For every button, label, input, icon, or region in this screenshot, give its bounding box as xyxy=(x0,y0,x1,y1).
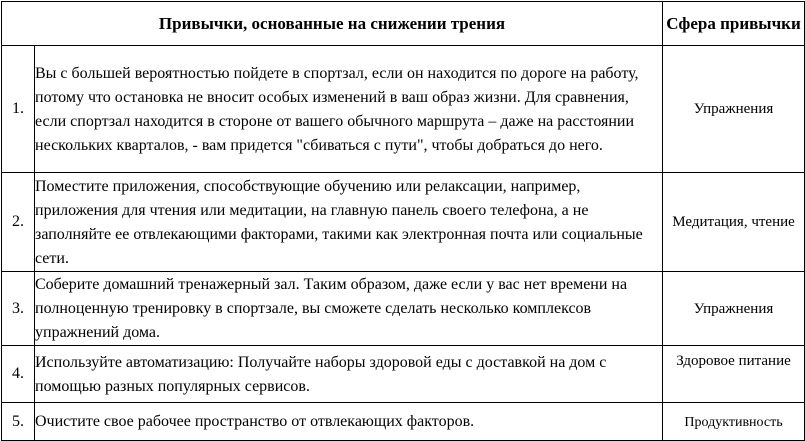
row-number: 4. xyxy=(2,346,35,403)
header-habits-title: Привычки, основанные на снижении трения xyxy=(2,2,663,46)
habits-table xyxy=(1,1,805,441)
row-number: 1. xyxy=(2,46,35,173)
header-sphere-title: Сфера привычки xyxy=(663,2,805,46)
table-row xyxy=(2,272,805,346)
header-row xyxy=(2,2,805,46)
habit-sphere: Медитация, чтение xyxy=(663,173,805,272)
table-row xyxy=(2,346,805,403)
row-number: 2. xyxy=(2,173,35,272)
habit-sphere: Упражнения xyxy=(663,272,805,346)
habit-description: Поместите приложения, способствующие обучению или релаксации, например, приложения для чтения или медитации, на главную панель своего телефона, а не заполняйте ее отвлекающими факторами, такими как электронная почта или социальные сети. xyxy=(35,173,663,272)
table-row xyxy=(2,403,805,441)
table-row xyxy=(2,46,805,173)
table-row xyxy=(2,173,805,272)
habit-sphere: Упражнения xyxy=(663,46,805,173)
row-number: 3. xyxy=(2,272,35,346)
habit-description: Используйте автоматизацию: Получайте наборы здоровой еды с доставкой на дом с помощью разных популярных сервисов. xyxy=(35,346,663,403)
habit-description: Очистите свое рабочее пространство от отвлекающих факторов. xyxy=(35,403,663,441)
habit-sphere: Продуктивность xyxy=(663,403,805,441)
habit-description: Соберите домашний тренажерный зал. Таким образом, даже если у вас нет времени на полноценную тренировку в спортзале, вы сможете сделать несколько комплексов упражнений дома. xyxy=(35,272,663,346)
habit-description: Вы с большей вероятностью пойдете в спортзал, если он находится по дороге на работу, потому что остановка не вносит особых изменений в ваш образ жизни. Для сравнения, если спортзал находится в стороне от вашего обычного маршрута – даже на расстоянии нескольких кварталов, - вам придется "сбиваться с пути", чтобы добраться до него. xyxy=(35,46,663,173)
habit-sphere: Здоровое питание xyxy=(663,346,805,403)
row-number: 5. xyxy=(2,403,35,441)
